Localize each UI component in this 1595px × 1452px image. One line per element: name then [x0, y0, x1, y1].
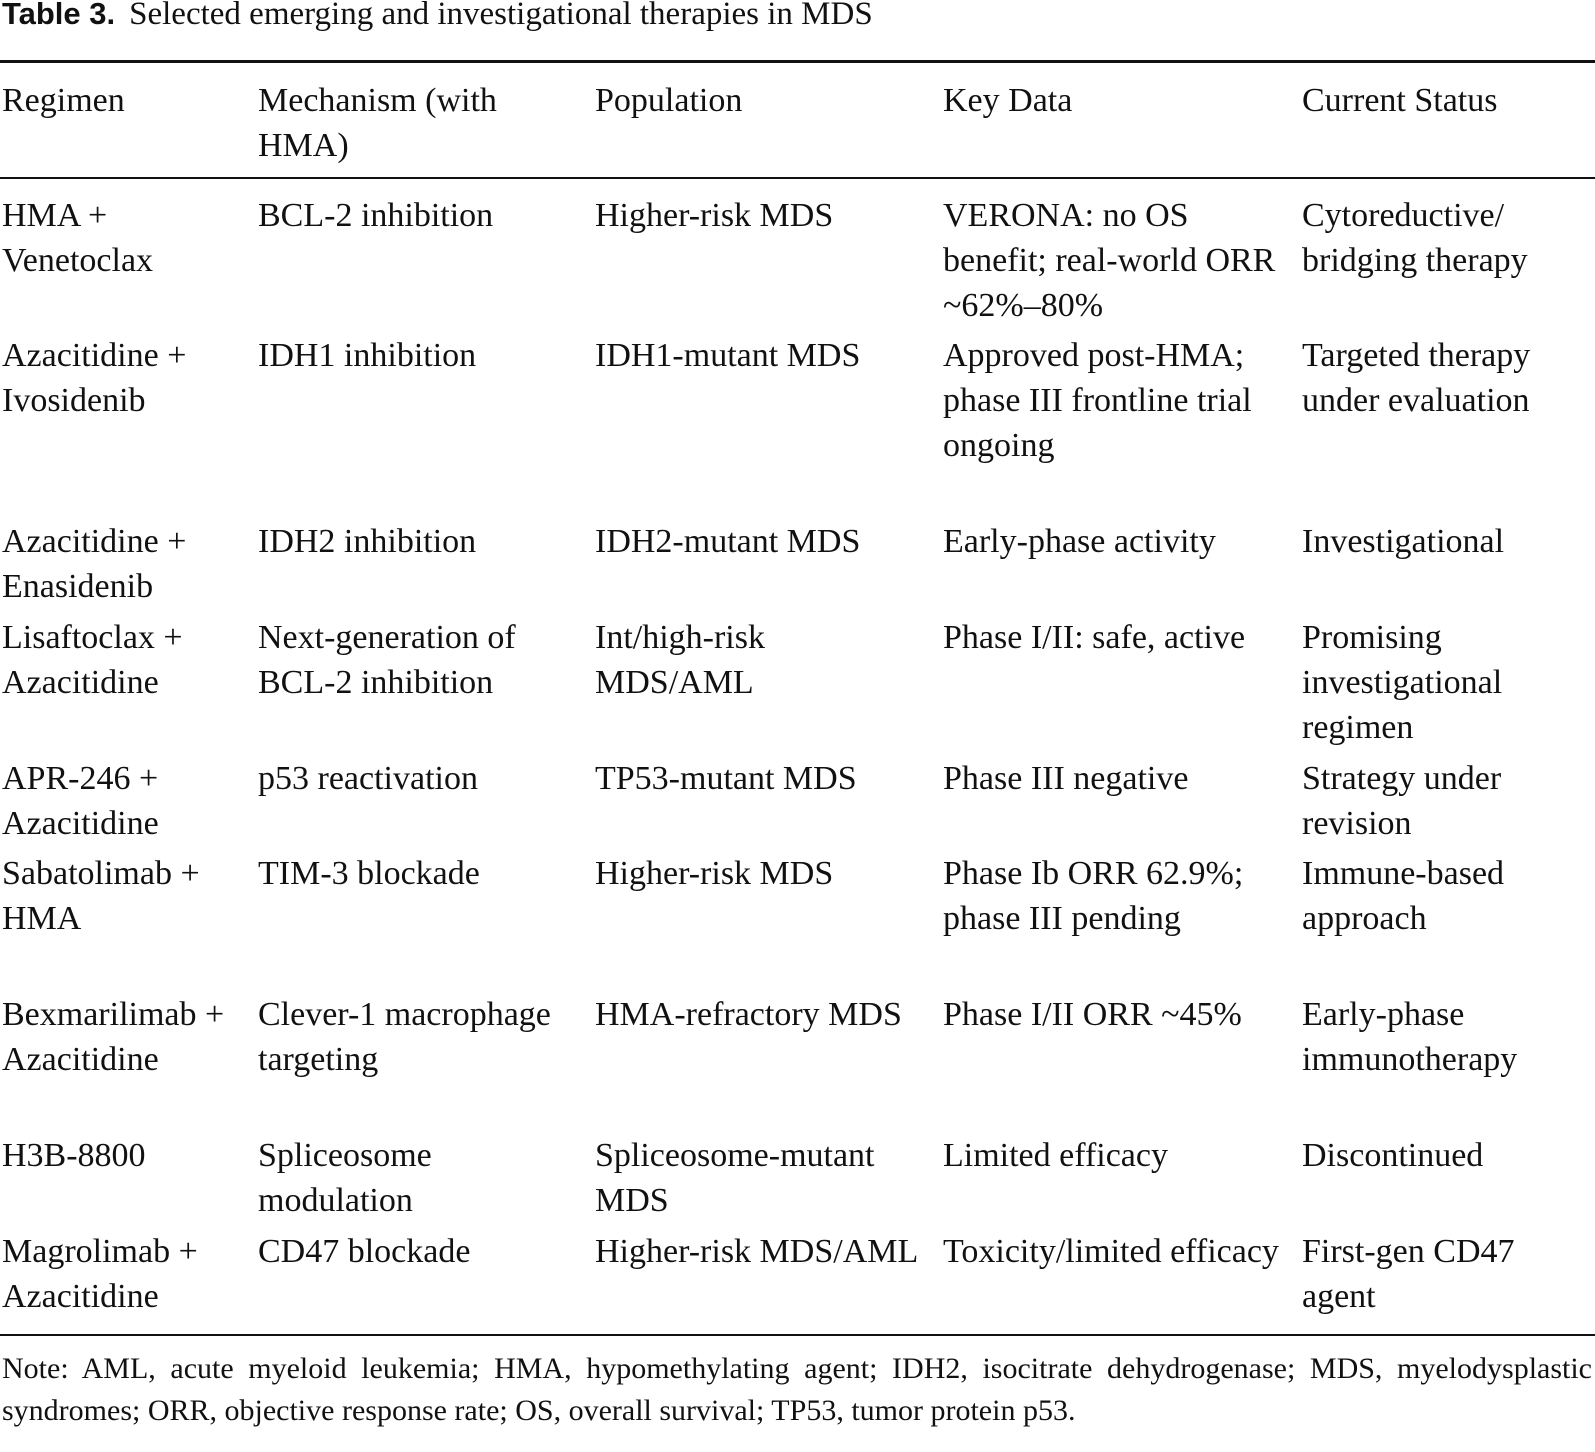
cell-current-status: Promising investigational regimen — [1302, 619, 1503, 746]
table-header-row — [0, 78, 1595, 173]
header-mechanism: Mechanism (with HMA) — [258, 82, 497, 164]
cell-mechanism: Clever-1 macrophage targeting — [258, 996, 551, 1078]
cell-population: Higher-risk MDS — [595, 855, 834, 892]
cell-population: Higher-risk MDS/AML — [595, 1233, 919, 1270]
cell-mechanism: p53 reactivation — [258, 760, 478, 797]
cell-regimen: Sabatolimab + HMA — [2, 855, 200, 937]
cell-current-status: Immune-based approach — [1302, 855, 1505, 937]
cell-current-status: Cytoreductive/ bridging therapy — [1302, 197, 1528, 279]
cell-mechanism: IDH1 inhibition — [258, 337, 477, 374]
cell-current-status: Early-phase immunotherapy — [1302, 996, 1518, 1078]
top-rule — [0, 60, 1595, 63]
header-rule — [0, 177, 1595, 179]
cell-mechanism: BCL-2 inhibition — [258, 197, 494, 234]
cell-regimen: HMA + Venetoclax — [2, 197, 154, 279]
cell-key-data: Phase I/II ORR ~45% — [943, 996, 1242, 1033]
cell-population: TP53-mutant MDS — [595, 760, 857, 797]
cell-key-data: VERONA: no OS benefit; real-world ORR ~62%–80% — [943, 197, 1276, 324]
cell-key-data: Toxicity/limited efficacy — [943, 1233, 1279, 1270]
header-key-data: Key Data — [943, 82, 1073, 119]
cell-key-data: Phase III negative — [943, 760, 1189, 797]
cell-population: Spliceosome-mutant MDS — [595, 1137, 875, 1219]
cell-current-status: Discontinued — [1302, 1137, 1484, 1174]
cell-key-data: Early-phase activity — [943, 523, 1216, 560]
cell-regimen: Bexmarilimab + Azacitidine — [2, 996, 225, 1078]
cell-key-data: Limited efficacy — [943, 1137, 1168, 1174]
cell-mechanism: TIM-3 blockade — [258, 855, 480, 892]
cell-population: HMA-refractory MDS — [595, 996, 902, 1033]
cell-current-status: Strategy under revision — [1302, 760, 1502, 842]
cell-population: IDH1-mutant MDS — [595, 337, 861, 374]
cell-mechanism: CD47 blockade — [258, 1233, 471, 1270]
table-title: Selected emerging and investigational therapies in MDS — [129, 0, 873, 32]
cell-population: Int/high-risk MDS/AML — [595, 619, 765, 701]
cell-regimen: Azacitidine + Ivosidenib — [2, 337, 187, 419]
header-current-status: Current Status — [1302, 82, 1498, 119]
cell-mechanism: IDH2 inhibition — [258, 523, 477, 560]
cell-current-status: Targeted therapy under evaluation — [1302, 337, 1531, 419]
cell-regimen: Lisaftoclax + Azacitidine — [2, 619, 183, 701]
header-population: Population — [595, 82, 743, 119]
cell-current-status: First-gen CD47 agent — [1302, 1233, 1515, 1315]
cell-population: Higher-risk MDS — [595, 197, 834, 234]
table-label: Table 3. — [2, 0, 116, 31]
cell-key-data: Phase I/II: safe, active — [943, 619, 1246, 656]
bottom-rule — [0, 1334, 1595, 1336]
table-footnote: Note: AML, acute myeloid leukemia; HMA, hypomethylating agent; IDH2, isocitrate dehydrogenase; MDS, myelodysplastic syndromes; ORR, objective response rate; OS, overall survival; TP53, tumor protein p53. — [2, 1352, 1592, 1427]
cell-regimen: Azacitidine + Enasidenib — [2, 523, 187, 605]
header-regimen: Regimen — [2, 82, 125, 119]
cell-mechanism: Spliceosome modulation — [258, 1137, 432, 1219]
cell-population: IDH2-mutant MDS — [595, 523, 861, 560]
cell-mechanism: Next-generation of BCL-2 inhibition — [258, 619, 516, 701]
table-caption — [2, 0, 873, 36]
cell-regimen: Magrolimab + Azacitidine — [2, 1233, 198, 1315]
cell-current-status: Investigational — [1302, 523, 1505, 560]
cell-regimen: H3B-8800 — [2, 1137, 146, 1174]
cell-key-data: Approved post-HMA; phase III frontline trial ongoing — [943, 337, 1252, 464]
cell-key-data: Phase Ib ORR 62.9%; phase III pending — [943, 855, 1244, 937]
cell-regimen: APR-246 + Azacitidine — [2, 760, 159, 842]
